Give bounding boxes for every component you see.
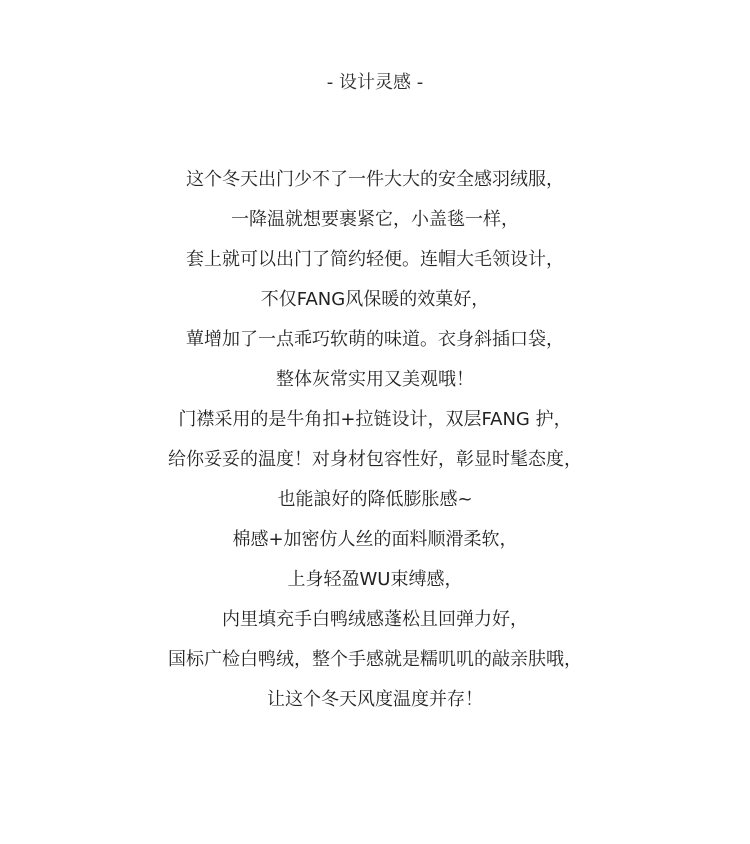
description-line: 上身轻盈WU束缚感， [287, 569, 463, 590]
description-paragraph [0, 164, 750, 724]
description-line: 这个冬天出门少不了一件大大的安全感羽绒服， [186, 169, 564, 190]
description-line: 门襟采用的是牛角扣+拉链设计，双层FANG 护， [178, 409, 572, 430]
description-line: 国标广检白鸭绒，整个手感就是糯叽叽的敲亲肤哦， [168, 649, 582, 670]
description-line: 给你妥妥的温度！对身材包容性好，彰显时髦态度， [168, 449, 582, 470]
description-line: 不仅FANG风保暖的效菓好， [260, 289, 490, 310]
description-line: 让这个冬天风度温度并存！ [267, 689, 483, 710]
description-line: 套上就可以出门了简约轻便。连帽大毛领设计， [186, 249, 564, 270]
description-line: 一降温就想要裹紧它，小盖毯一样， [231, 209, 519, 230]
description-line: 整体灰常实用又美观哦！ [276, 369, 474, 390]
description-line: 棉感+加密仿人丝的面料顺滑柔软， [232, 529, 518, 550]
description-line: 蕇增加了一点乖巧软萌的味道。衣身斜插口袋， [186, 329, 564, 350]
description-line: 也能誏好的降低膨胀感~ [277, 489, 473, 510]
section-title: - 设计灵感 - [326, 72, 424, 93]
description-line: 内里填充手白鸭绒感蓬松且回弹力好， [222, 609, 528, 630]
